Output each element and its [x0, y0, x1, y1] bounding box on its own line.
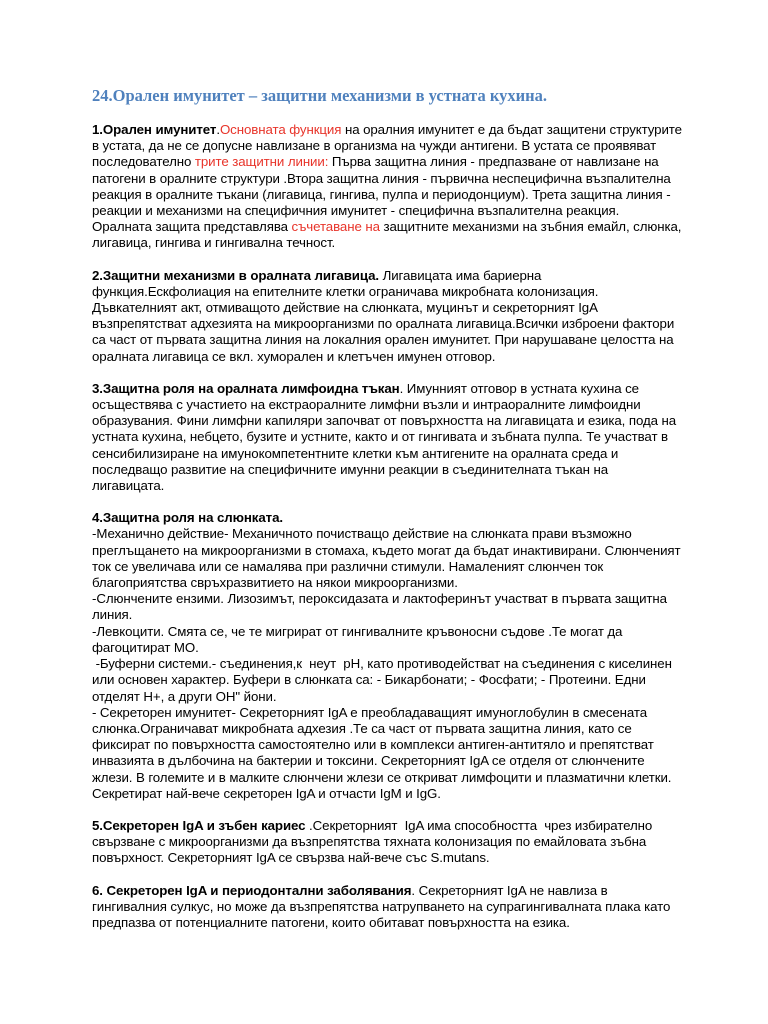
text: на оралния имунитет е да бъдат защитени структурите в устата, да не се допусне навлизане в организма на чужди антигени. В устата се проявяват последователно — [92, 122, 682, 170]
section-iga-periodontal — [92, 883, 682, 932]
page-title: 24.Орален имунитет – защитни механизми в устната кухина. — [92, 86, 548, 105]
highlight-text: Основната функция — [219, 122, 342, 137]
section-saliva — [92, 510, 682, 802]
text: . — [216, 122, 220, 137]
list-item: -Левкоцити. Смята се, че те мигрират от гингивалните кръвоносни съдове .Те могат да фагоцитират МО. — [92, 623, 623, 655]
list-item: -Буферни системи.- съединения,к неут pH, като противодействат на съединения с киселинен или основен характер. Буфери в слюнката са: - Бикарбонати; - Фосфати; - Протеини. Едни отделят H+, а други OH" йони. — [92, 656, 676, 704]
section-heading: 6. Секреторен IgA и периодонтални заболявания — [92, 882, 412, 898]
section-oral-immunity — [92, 122, 682, 252]
text: .Секреторният IgA има способността чрез избирателно свързване с микроорганизми да възпрепятства тяхната колонизация по емайловата зъбна повърхност. Секреторният IgA се свързва най-вече със S.mutans. — [92, 817, 656, 866]
section-iga-caries — [92, 818, 682, 867]
section-heading: 3.Защитна роля на оралната лимфоидна тъкан — [92, 380, 400, 396]
text: . Имунният отговор в устната кухина се осъществява с участието на екстраоралните лимфни възли и интраоралните лимфоидни образувания. Фини лимфни капиляри започват от повърхността на лигавицата и езика, пода на устната кухина, небцето, бузите и устните, както и от гингивата и зъбната пулпа. Те участват в сенсибилизиране на имунокомпетентните клетки към антигените на оралната среда и последващо развитие на специфичните имунни реакции в съединителната тъкан на лигавицата. — [92, 380, 677, 494]
section-heading: 5.Секреторен IgA и зъбен кариес — [92, 817, 306, 833]
section-heading: 2.Защитни механизми в оралната лигавица. — [92, 267, 379, 283]
section-heading: 1.Орален имунитет — [92, 122, 217, 137]
highlight-text: съчетаване на — [291, 219, 380, 235]
text: . Секреторният IgA не навлиза в гингивалния сулкус, но може да възпрепятства натрупването на супрагингивалната плака като предпазва от потенциалните патогени, които обитават повърхността на езика. — [92, 882, 678, 930]
text: Първа защитна линия - предпазване от навлизане на патогени в оралните структури .Втора защитна линия - първична неспецифична възпалителна реакция в оралните тъкани (лигавица, гингива, пулпа и периодонциум). Трета защитна линия - реакции и механизми на специфичния имунитет - специфична възпалителна реакция. Оралната защита представлява — [92, 154, 671, 235]
list-item: - Секреторен имунитет- Секреторният IgA е преобладаващият имуноглобулин в смесената слюнка.Ограничават микробната адхезия .Те са част от първата защитна линия, като се фиксират по повърхността самостоятелно или в комплекси антиген-антитяло и препятстват инвазията в дълбочина на бактерии и токсини. Секреторният IgA се отделя от слюнчените жлези. В големите и в малките слюнчени жлези се откриват лимфоцити и плазматични клетки. Секретират най-вече секреторен IgA и отчасти IgM и IgG. — [92, 704, 672, 801]
section-mucosa-defense — [92, 268, 682, 365]
section-heading: 4.Защитна роля на слюнката. — [92, 510, 283, 526]
section-heading-line — [92, 510, 682, 526]
paragraph — [92, 883, 682, 932]
section-lymphoid-tissue — [92, 381, 682, 494]
text: защитните механизми на зъбния емайл, слюнка, лигавица, гингива и гингивална течност. — [92, 219, 682, 251]
paragraph — [92, 268, 682, 365]
paragraph — [92, 818, 682, 867]
list-item: -Механично действие- Механичното почистващо действие на слюнката прави възможно преглъщането на микроорганизми в стомаха, където могат да бъдат инактивирани. Слюнченият ток се увеличава или се намалява при различни стимули. Намаленият слюнчен ток благоприятства свръхразвитието на някои микроорганизми. — [92, 526, 681, 591]
text: Лигавицата има бариерна функция.Ескфолиация на епителните клетки ограничава микробната колонизация. Дъвкателният акт, отмиващото действие на слюнката, муцинът и секреторният IgA възпрепятстват адхезията на микроорганизми по оралната лигавица.Всички изброени фактори са част от първата защитна линия на локалния орален имунитет. При нарушаване целостта на оралната лигавица се вкл. хуморален и клетъчен имунен отговор. — [92, 267, 675, 364]
paragraph — [92, 381, 682, 494]
highlight-text: трите защитни линии: — [194, 154, 329, 170]
paragraph — [92, 122, 682, 252]
list-item: -Слюнчените ензими. Лизозимът, пероксидазата и лактоферинът участват в първата защитна линия. — [92, 591, 667, 623]
